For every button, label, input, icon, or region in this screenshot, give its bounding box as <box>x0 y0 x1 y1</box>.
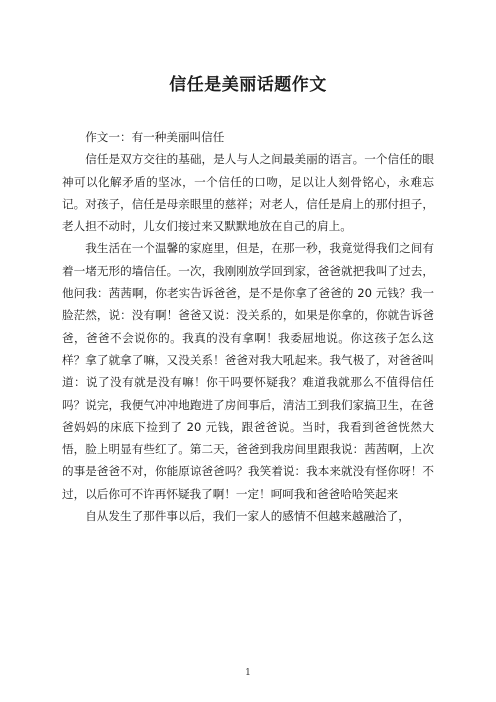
paragraph-2: 我生活在一个温馨的家庭里，但是，在那一秒，我竟觉得我们之间有着一堵无形的墙信任。一次，我刚刚放学回到家，爸爸就把我叫了过去，他问我：茜茜啊，你老实告诉爸爸，是不是你拿了爸爸的 20 元钱？我一脸茫然，说：没有啊！爸爸又说：没关系的，如果是你拿的，你就告诉爸爸，爸爸不会说你的。我真的没有拿啊！我委屈地说。你这孩子怎么这样？拿了就拿了嘛，又没关系！爸爸对我大吼起来。我气极了，对爸爸叫道：说了没有就是没有嘛！你干吗要怀疑我？难道我就那么不值得信任吗？说完，我便气冲冲地跑进了房间事后，清洁工到我们家搞卫生，在爸爸妈妈的床底下捡到了 20 元钱，跟爸爸说。当时，我看到爸爸恍然大悟，脸上明显有些红了。第二天，爸爸到我房间里跟我说：茜茜啊，上次的事是爸爸不对，你能原谅爸爸吗？我笑着说：我本来就没有怪你呀！不过，以后你可不许再怀疑我了啊！一定！呵呵我和爸爸哈哈笑起来 <box>62 241 434 501</box>
paragraph-1: 信任是双方交往的基础，是人与人之间最美丽的语言。一个信任的眼神可以化解矛盾的坚冰，一个信任的口吻，足以让人刻骨铭心，永难忘记。对孩子，信任是母亲眼里的慈祥；对老人，信任是肩上的那付担子，老人担不动时，儿女们接过来又默默地放在自己的肩上。 <box>62 152 434 234</box>
page-number: 1 <box>245 668 251 678</box>
document-title: 信任是美丽话题作文 <box>169 75 327 95</box>
paragraph-3: 自从发生了那件事以后，我们一家人的感情不但越来越融洽了， <box>85 509 410 524</box>
document-body <box>62 126 434 527</box>
essay-heading: 作文一：有一种美丽叫信任 <box>85 130 225 144</box>
